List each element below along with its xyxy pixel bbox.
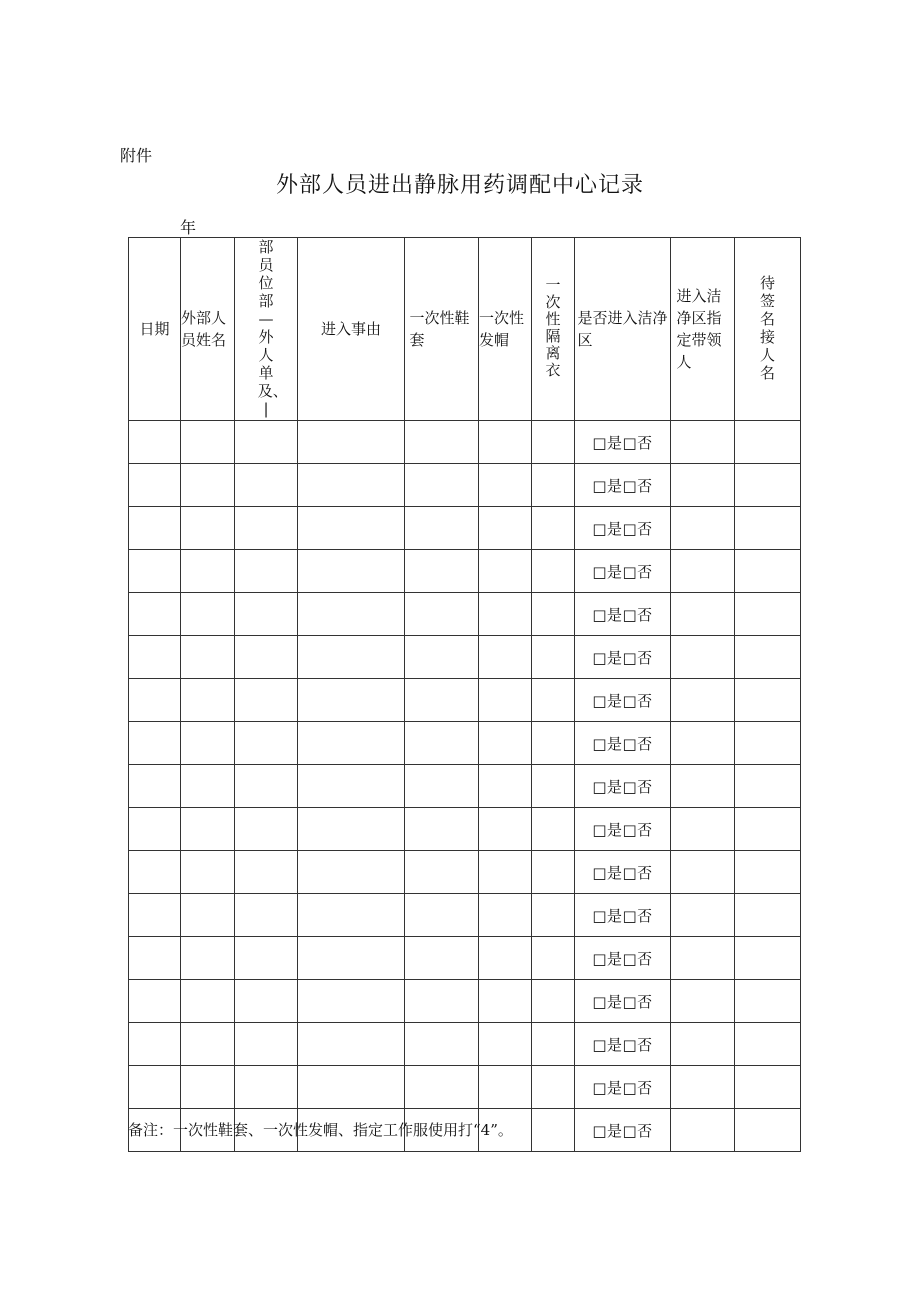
table-row — [129, 765, 801, 808]
shoe-cover-cell[interactable] — [405, 550, 479, 593]
clean-area-cell[interactable] — [575, 722, 671, 765]
clean-area-cell[interactable] — [575, 679, 671, 722]
escort-cell[interactable] — [671, 722, 735, 765]
hair-cap-cell[interactable] — [479, 421, 532, 464]
hair-cap-cell[interactable] — [479, 636, 532, 679]
clean-area-choice[interactable]: □是□否 — [592, 1078, 653, 1097]
unit-cell[interactable] — [235, 421, 298, 464]
table-row — [129, 894, 801, 937]
visitor-log-table — [128, 237, 801, 1152]
col-hair-caps: 一次性发帽 — [479, 238, 532, 421]
reason-cell[interactable] — [298, 464, 405, 507]
hair-cap-cell[interactable] — [479, 1066, 532, 1109]
escort-cell[interactable] — [671, 636, 735, 679]
table-row — [129, 550, 801, 593]
col-isolation-gown: 一次性隔离衣 — [532, 238, 575, 421]
reason-cell[interactable] — [298, 765, 405, 808]
escort-cell[interactable] — [671, 1109, 735, 1152]
shoe-cover-cell[interactable] — [405, 851, 479, 894]
table-row — [129, 1066, 801, 1109]
date-cell[interactable] — [129, 808, 181, 851]
footer-note: 备注：一次性鞋套、一次性发帽、指定工作服使用打“4”。 — [128, 1121, 513, 1139]
signature-cell[interactable] — [735, 937, 801, 980]
reason-cell[interactable] — [298, 1066, 405, 1109]
reason-cell[interactable] — [298, 1023, 405, 1066]
reason-cell[interactable] — [298, 507, 405, 550]
hair-cap-cell[interactable] — [479, 808, 532, 851]
signature-cell[interactable] — [735, 421, 801, 464]
gown-cell[interactable] — [532, 593, 575, 636]
col-entry-reason: 进入事由 — [298, 238, 405, 421]
escort-cell[interactable] — [671, 1066, 735, 1109]
gown-cell[interactable] — [532, 722, 575, 765]
escort-cell[interactable] — [671, 550, 735, 593]
hair-cap-cell[interactable] — [479, 679, 532, 722]
year-label: 年 — [180, 218, 197, 237]
unit-cell[interactable] — [235, 550, 298, 593]
date-cell[interactable] — [129, 765, 181, 808]
table-row — [129, 722, 801, 765]
clean-area-choice[interactable]: □是□否 — [592, 992, 653, 1011]
clean-area-cell[interactable] — [575, 636, 671, 679]
name-cell[interactable] — [181, 1066, 235, 1109]
escort-cell[interactable] — [671, 1023, 735, 1066]
date-cell[interactable] — [129, 507, 181, 550]
gown-cell[interactable] — [532, 1066, 575, 1109]
signature-cell[interactable] — [735, 765, 801, 808]
name-cell[interactable] — [181, 679, 235, 722]
escort-cell[interactable] — [671, 679, 735, 722]
reason-cell[interactable] — [298, 593, 405, 636]
unit-cell[interactable] — [235, 765, 298, 808]
reason-cell[interactable] — [298, 808, 405, 851]
table-row — [129, 593, 801, 636]
gown-cell[interactable] — [532, 636, 575, 679]
shoe-cover-cell[interactable] — [405, 722, 479, 765]
date-cell[interactable] — [129, 1066, 181, 1109]
hair-cap-cell[interactable] — [479, 550, 532, 593]
reason-cell[interactable] — [298, 550, 405, 593]
date-cell[interactable] — [129, 636, 181, 679]
date-cell[interactable] — [129, 1023, 181, 1066]
clean-area-cell[interactable] — [575, 507, 671, 550]
clean-area-choice[interactable]: □是□否 — [592, 562, 653, 581]
signature-cell[interactable] — [735, 1109, 801, 1152]
clean-area-cell[interactable] — [575, 980, 671, 1023]
name-cell[interactable] — [181, 550, 235, 593]
table-row — [129, 851, 801, 894]
hair-cap-cell[interactable] — [479, 937, 532, 980]
escort-cell[interactable] — [671, 507, 735, 550]
signature-cell[interactable] — [735, 679, 801, 722]
gown-cell[interactable] — [532, 851, 575, 894]
name-cell[interactable] — [181, 808, 235, 851]
shoe-cover-cell[interactable] — [405, 679, 479, 722]
clean-area-choice[interactable]: □是□否 — [592, 1035, 653, 1054]
unit-cell[interactable] — [235, 679, 298, 722]
unit-cell[interactable] — [235, 722, 298, 765]
clean-area-choice[interactable]: □是□否 — [592, 519, 653, 538]
table-row — [129, 421, 801, 464]
table-row — [129, 937, 801, 980]
clean-area-cell[interactable] — [575, 593, 671, 636]
date-cell[interactable] — [129, 550, 181, 593]
unit-cell[interactable] — [235, 1066, 298, 1109]
signature-cell[interactable] — [735, 1023, 801, 1066]
col-date: 日期 — [129, 238, 181, 421]
table-row — [129, 1023, 801, 1066]
gown-cell[interactable] — [532, 808, 575, 851]
unit-cell[interactable] — [235, 851, 298, 894]
hair-cap-cell[interactable] — [479, 894, 532, 937]
table-row — [129, 679, 801, 722]
hair-cap-cell[interactable] — [479, 593, 532, 636]
clean-area-cell[interactable] — [575, 464, 671, 507]
col-visitor-name: 外部人员姓名 — [181, 238, 235, 421]
date-cell[interactable] — [129, 722, 181, 765]
name-cell[interactable] — [181, 1023, 235, 1066]
clean-area-cell[interactable] — [575, 894, 671, 937]
reason-cell[interactable] — [298, 980, 405, 1023]
clean-area-choice[interactable]: □是□否 — [592, 949, 653, 968]
clean-area-choice[interactable]: □是□否 — [592, 605, 653, 624]
clean-area-cell[interactable] — [575, 1066, 671, 1109]
reason-cell[interactable] — [298, 636, 405, 679]
shoe-cover-cell[interactable] — [405, 421, 479, 464]
signature-cell[interactable] — [735, 593, 801, 636]
shoe-cover-cell[interactable] — [405, 1066, 479, 1109]
unit-cell[interactable] — [235, 980, 298, 1023]
date-cell[interactable] — [129, 593, 181, 636]
gown-cell[interactable] — [532, 1023, 575, 1066]
col-clean-area-entry: 是否进入洁净区 — [575, 238, 671, 421]
hair-cap-cell[interactable] — [479, 1023, 532, 1066]
gown-cell[interactable] — [532, 464, 575, 507]
gown-cell[interactable] — [532, 765, 575, 808]
gown-cell[interactable] — [532, 421, 575, 464]
date-cell[interactable] — [129, 937, 181, 980]
attachment-label: 附件 — [120, 146, 153, 165]
table-row — [129, 636, 801, 679]
name-cell[interactable] — [181, 980, 235, 1023]
signature-cell[interactable] — [735, 722, 801, 765]
shoe-cover-cell[interactable] — [405, 507, 479, 550]
clean-area-choice[interactable]: □是□否 — [592, 863, 653, 882]
name-cell[interactable] — [181, 636, 235, 679]
clean-area-choice[interactable]: □是□否 — [592, 734, 653, 753]
gown-cell[interactable] — [532, 937, 575, 980]
gown-cell[interactable] — [532, 894, 575, 937]
hair-cap-cell[interactable] — [479, 765, 532, 808]
clean-area-cell[interactable] — [575, 765, 671, 808]
hair-cap-cell[interactable] — [479, 851, 532, 894]
escort-cell[interactable] — [671, 937, 735, 980]
clean-area-choice[interactable]: □是□否 — [592, 906, 653, 925]
unit-cell[interactable] — [235, 464, 298, 507]
hair-cap-cell[interactable] — [479, 980, 532, 1023]
clean-area-choice[interactable]: □是□否 — [592, 820, 653, 839]
clean-area-cell[interactable] — [575, 550, 671, 593]
unit-cell[interactable] — [235, 937, 298, 980]
shoe-cover-cell[interactable] — [405, 636, 479, 679]
signature-cell[interactable] — [735, 894, 801, 937]
date-cell[interactable] — [129, 980, 181, 1023]
gown-cell[interactable] — [532, 980, 575, 1023]
name-cell[interactable] — [181, 593, 235, 636]
escort-cell[interactable] — [671, 808, 735, 851]
unit-cell[interactable] — [235, 593, 298, 636]
table-row — [129, 507, 801, 550]
unit-cell[interactable] — [235, 808, 298, 851]
table-row — [129, 980, 801, 1023]
clean-area-choice[interactable]: □是□否 — [592, 691, 653, 710]
col-shoe-covers: 一次性鞋套 — [405, 238, 479, 421]
shoe-cover-cell[interactable] — [405, 808, 479, 851]
shoe-cover-cell[interactable] — [405, 894, 479, 937]
reason-cell[interactable] — [298, 851, 405, 894]
escort-cell[interactable] — [671, 894, 735, 937]
clean-area-cell[interactable] — [575, 1023, 671, 1066]
escort-cell[interactable] — [671, 593, 735, 636]
header-row — [129, 238, 801, 421]
name-cell[interactable] — [181, 851, 235, 894]
col-visitor-unit: 部员位部—外人单及、| — [235, 238, 298, 421]
unit-cell[interactable] — [235, 507, 298, 550]
name-cell[interactable] — [181, 765, 235, 808]
shoe-cover-cell[interactable] — [405, 593, 479, 636]
name-cell[interactable] — [181, 722, 235, 765]
escort-cell[interactable] — [671, 464, 735, 507]
shoe-cover-cell[interactable] — [405, 765, 479, 808]
gown-cell[interactable] — [532, 1109, 575, 1152]
signature-cell[interactable] — [735, 1066, 801, 1109]
signature-cell[interactable] — [735, 980, 801, 1023]
clean-area-cell[interactable] — [575, 421, 671, 464]
signature-cell[interactable] — [735, 851, 801, 894]
table-row — [129, 808, 801, 851]
clean-area-choice[interactable]: □是□否 — [592, 777, 653, 796]
unit-cell[interactable] — [235, 636, 298, 679]
shoe-cover-cell[interactable] — [405, 937, 479, 980]
escort-cell[interactable] — [671, 851, 735, 894]
hair-cap-cell[interactable] — [479, 507, 532, 550]
reason-cell[interactable] — [298, 722, 405, 765]
clean-area-cell[interactable] — [575, 808, 671, 851]
name-cell[interactable] — [181, 421, 235, 464]
signature-cell[interactable] — [735, 464, 801, 507]
gown-cell[interactable] — [532, 550, 575, 593]
col-escort: 进入洁净区指定带领人 — [671, 238, 735, 421]
date-cell[interactable] — [129, 421, 181, 464]
shoe-cover-cell[interactable] — [405, 464, 479, 507]
gown-cell[interactable] — [532, 507, 575, 550]
escort-cell[interactable] — [671, 980, 735, 1023]
reason-cell[interactable] — [298, 679, 405, 722]
table-row — [129, 464, 801, 507]
date-cell[interactable] — [129, 464, 181, 507]
name-cell[interactable] — [181, 894, 235, 937]
signature-cell[interactable] — [735, 550, 801, 593]
name-cell[interactable] — [181, 464, 235, 507]
clean-area-cell[interactable] — [575, 851, 671, 894]
clean-area-choice[interactable]: □是□否 — [592, 648, 653, 667]
gown-cell[interactable] — [532, 679, 575, 722]
clean-area-choice[interactable]: □是□否 — [592, 1121, 653, 1140]
date-cell[interactable] — [129, 851, 181, 894]
clean-area-cell[interactable] — [575, 937, 671, 980]
name-cell[interactable] — [181, 507, 235, 550]
unit-cell[interactable] — [235, 1023, 298, 1066]
reason-cell[interactable] — [298, 421, 405, 464]
reason-cell[interactable] — [298, 894, 405, 937]
date-cell[interactable] — [129, 894, 181, 937]
unit-cell[interactable] — [235, 894, 298, 937]
date-cell[interactable] — [129, 679, 181, 722]
escort-cell[interactable] — [671, 421, 735, 464]
hair-cap-cell[interactable] — [479, 722, 532, 765]
shoe-cover-cell[interactable] — [405, 1023, 479, 1066]
hair-cap-cell[interactable] — [479, 464, 532, 507]
name-cell[interactable] — [181, 937, 235, 980]
clean-area-cell[interactable] — [575, 1109, 671, 1152]
page-title: 外部人员进出静脉用药调配中心记录 — [275, 173, 644, 198]
signature-cell[interactable] — [735, 507, 801, 550]
signature-cell[interactable] — [735, 636, 801, 679]
col-signature: 待签名接人名 — [735, 238, 801, 421]
reason-cell[interactable] — [298, 937, 405, 980]
shoe-cover-cell[interactable] — [405, 980, 479, 1023]
escort-cell[interactable] — [671, 765, 735, 808]
signature-cell[interactable] — [735, 808, 801, 851]
clean-area-choice[interactable]: □是□否 — [592, 433, 653, 452]
clean-area-choice[interactable]: □是□否 — [592, 476, 653, 495]
